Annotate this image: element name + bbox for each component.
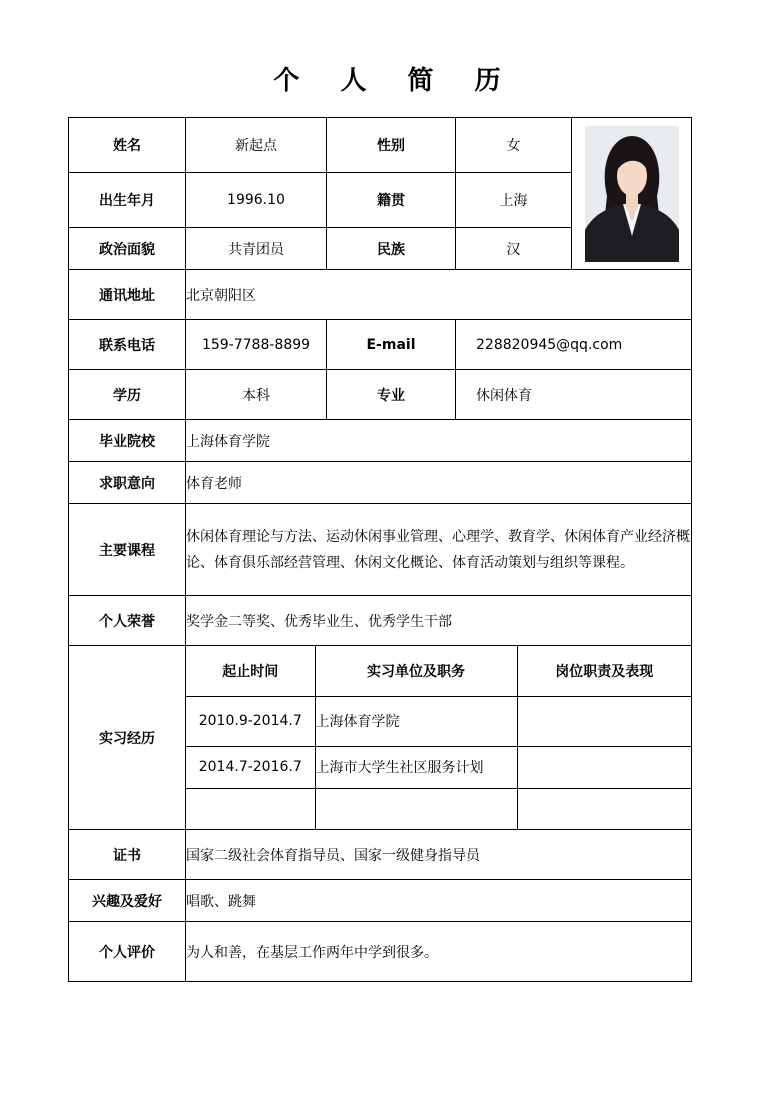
origin-value: 上海 [456, 173, 572, 228]
internship-row [186, 696, 691, 746]
degree-label: 学历 [69, 370, 186, 420]
internship-unit [315, 788, 517, 829]
internship-header-row [186, 646, 691, 696]
eval-label: 个人评价 [69, 922, 186, 982]
page-title: 个 人 简 历 [273, 66, 517, 96]
cert-label: 证书 [69, 830, 186, 880]
courses-label: 主要课程 [69, 504, 186, 596]
politics-value: 共青团员 [186, 228, 327, 270]
internship-label: 实习经历 [69, 646, 186, 830]
ethnicity-value: 汉 [456, 228, 572, 270]
email-value: 228820945@qq.com [456, 320, 692, 370]
internship-row [186, 746, 691, 788]
origin-label: 籍贯 [327, 173, 456, 228]
courses-value: 休闲体育理论与方法、运动休闲事业管理、心理学、教育学、休闲体育产业经济概论、体育俱乐部经营管理、休闲文化概论、体育活动策划与组织等课程。 [186, 504, 692, 596]
internship-unit: 上海市大学生社区服务计划 [315, 746, 517, 788]
internship-unit: 上海体育学院 [315, 696, 517, 746]
degree-value: 本科 [186, 370, 327, 420]
politics-label: 政治面貌 [69, 228, 186, 270]
school-label: 毕业院校 [69, 420, 186, 462]
phone-label: 联系电话 [69, 320, 186, 370]
phone-value: 159-7788-8899 [186, 320, 327, 370]
major-label: 专业 [327, 370, 456, 420]
hobby-label: 兴趣及爱好 [69, 880, 186, 922]
birth-label: 出生年月 [69, 173, 186, 228]
internship-header-period: 起止时间 [186, 646, 315, 696]
intent-label: 求职意向 [69, 462, 186, 504]
email-label: E-mail [327, 320, 456, 370]
profile-photo [585, 126, 679, 262]
internship-duty [517, 696, 691, 746]
internship-header-unit: 实习单位及职务 [315, 646, 517, 696]
portrait-image [585, 126, 679, 262]
name-value: 新起点 [186, 118, 327, 173]
eval-value: 为人和善，在基层工作两年中学到很多。 [186, 922, 692, 982]
major-value: 休闲体育 [456, 370, 692, 420]
intent-value: 体育老师 [186, 462, 692, 504]
internship-table [186, 646, 691, 829]
address-value: 北京朝阳区 [186, 270, 692, 320]
photo-cell [572, 118, 692, 270]
school-value: 上海体育学院 [186, 420, 692, 462]
internship-duty [517, 746, 691, 788]
name-label: 姓名 [69, 118, 186, 173]
honors-value: 奖学金二等奖、优秀毕业生、优秀学生干部 [186, 596, 692, 646]
gender-value: 女 [456, 118, 572, 173]
resume-table [68, 117, 692, 982]
address-label: 通讯地址 [69, 270, 186, 320]
gender-label: 性别 [327, 118, 456, 173]
internship-period: 2010.9-2014.7 [186, 696, 315, 746]
internship-row [186, 788, 691, 829]
internship-header-duty: 岗位职责及表现 [517, 646, 691, 696]
internship-period [186, 788, 315, 829]
hobby-value: 唱歌、跳舞 [186, 880, 692, 922]
ethnicity-label: 民族 [327, 228, 456, 270]
birth-value: 1996.10 [186, 173, 327, 228]
internship-period: 2014.7-2016.7 [186, 746, 315, 788]
honors-label: 个人荣誉 [69, 596, 186, 646]
internship-cell [186, 646, 692, 830]
internship-duty [517, 788, 691, 829]
cert-value: 国家二级社会体育指导员、国家一级健身指导员 [186, 830, 692, 880]
